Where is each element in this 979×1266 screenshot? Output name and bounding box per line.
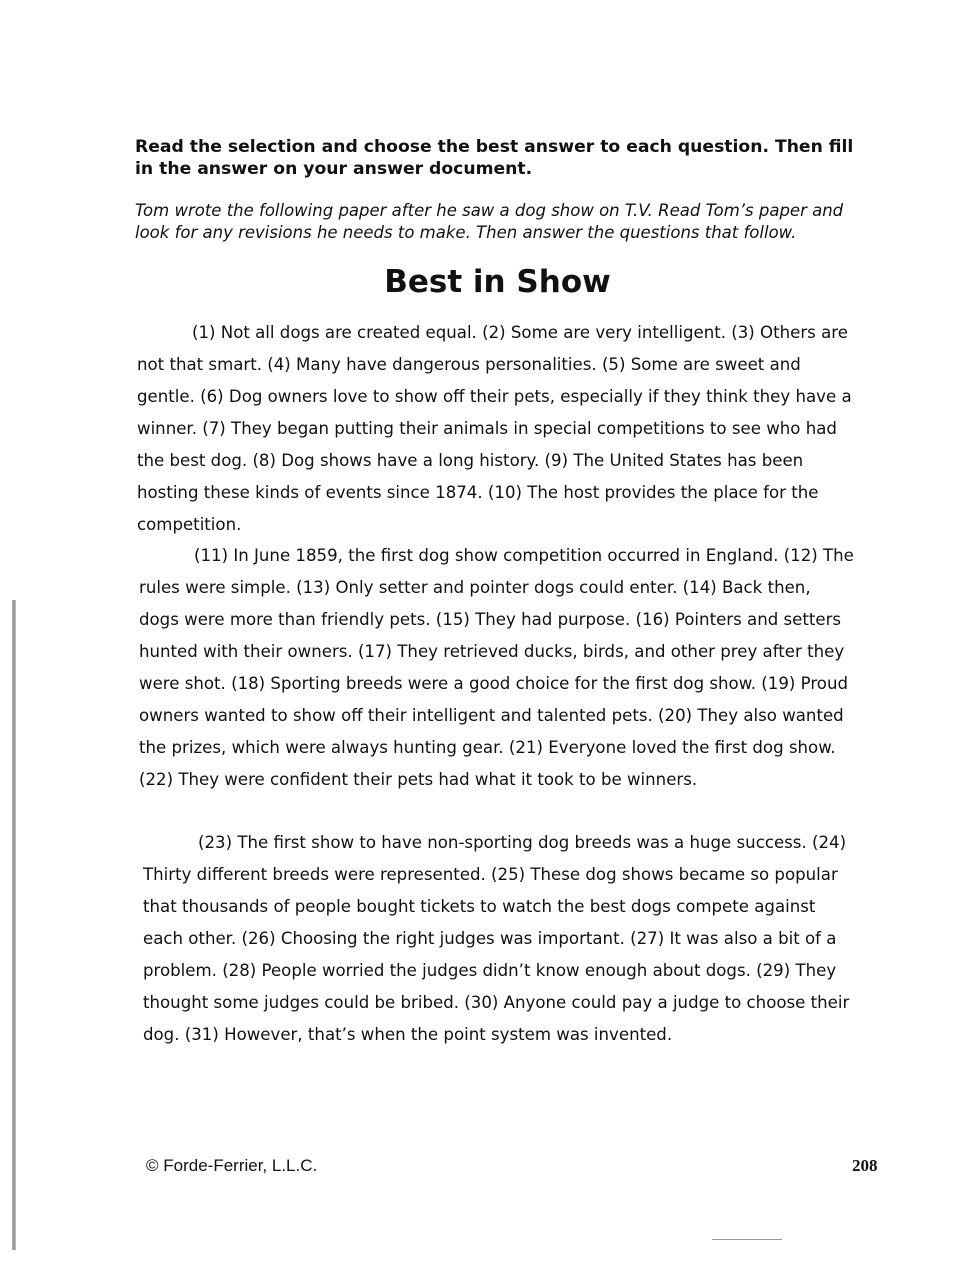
paragraph-3: (23) The first show to have non-sporting dog breeds was a huge success. (24) Thirty different breeds were represented. (25) These dog shows became so popular that thousands of people bought tickets to watch the best dogs compete against each other. (26) Choosing the right judges was important. (27) It was also a bit of a problem. (28) People worried the judges didn’t know enough about dogs. (29) They thought some judges could be bribed. (30) Anyone could pay a judge to choose their dog. (31) However, that’s when the point system was invented. bbox=[143, 833, 850, 1044]
paragraph-2: (11) In June 1859, the first dog show competition occurred in England. (12) The rules were simple. (13) Only setter and pointer dogs could enter. (14) Back then, dogs were more than friendly pets. (15) They had purpose. (16) Pointers and setters hunted with their owners. (17) They retrieved ducks, birds, and other prey after they were shot. (18) Sporting breeds were a good choice for the first dog show. (19) Proud owners wanted to show off their intelligent and talented pets. (20) They also wanted the prizes, which were always hunting gear. (21) Everyone loved the first dog show. (22) They were confident their pets had what it took to be winners. bbox=[139, 546, 854, 789]
intro-text: Tom wrote the following paper after he saw a dog show on T.V. Read Tom’s paper and look for any revisions he needs to make. Then answer the questions that follow. bbox=[135, 201, 844, 242]
paragraph-1: (1) Not all dogs are created equal. (2) Some are very intelligent. (3) Others are not that smart. (4) Many have dangerous personalities. (5) Some are sweet and gentle. (6) Dog owners love to show off their pets, especially if they think they have a winner. (7) They began putting their animals in special competitions to see who had the best dog. (8) Dog shows have a long history. (9) The United States has been hosting these kinds of events since 1874. (10) The host provides the place for the competition. bbox=[137, 323, 852, 534]
instructions: Read the selection and choose the best answer to each question. Then fill in the answer on your answer document. bbox=[135, 137, 854, 179]
scan-mark bbox=[712, 1239, 782, 1240]
footer-copyright: © Forde-Ferrier, L.L.C. bbox=[146, 1156, 318, 1175]
passage-title: Best in Show bbox=[384, 264, 611, 300]
page-number: 208 bbox=[852, 1156, 878, 1175]
page-binding-edge bbox=[12, 600, 16, 1250]
